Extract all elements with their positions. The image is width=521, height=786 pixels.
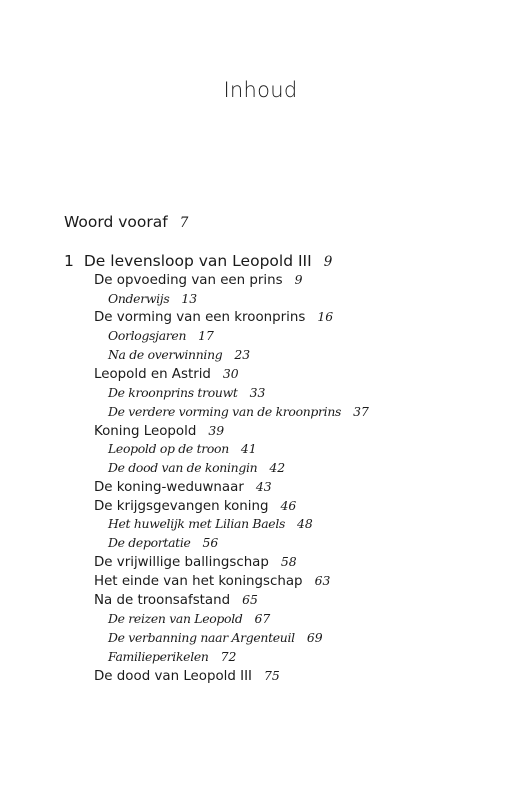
- toc-entry-label: De dood van Leopold III: [94, 669, 252, 684]
- toc-subsection: [108, 516, 313, 531]
- toc-entry-page: 67: [254, 611, 271, 626]
- toc-entry-page: 43: [255, 479, 272, 494]
- toc-entry-page: 23: [234, 347, 251, 362]
- toc-entry-label: Oorlogsjaren: [108, 328, 187, 343]
- toc-section: [94, 309, 333, 325]
- toc-entry-label: De verdere vorming van de kroonprins: [108, 404, 342, 419]
- toc-subsection: [108, 649, 236, 664]
- toc-entry-label: Na de troonsafstand: [94, 593, 231, 608]
- toc-entry-label: De levensloop van Leopold III: [83, 252, 312, 270]
- toc-subsection: [108, 328, 214, 343]
- toc-section: [94, 554, 297, 570]
- page-title: Inhoud: [223, 78, 298, 102]
- toc-subsection: [108, 460, 285, 475]
- toc-entry-page: 7: [179, 215, 189, 231]
- toc-section: [94, 573, 330, 589]
- toc-entry-label: De verbanning naar Argenteuil: [108, 630, 295, 645]
- toc-subsection: [108, 441, 257, 456]
- toc-entry-page: 58: [280, 554, 297, 569]
- toc-entry-label: Het huwelijk met Lilian Baels: [108, 516, 286, 531]
- toc-entry-page: 75: [264, 668, 280, 683]
- toc-section: [94, 479, 272, 495]
- toc-entry-page: 63: [314, 573, 331, 588]
- toc-entry-page: 39: [208, 423, 225, 438]
- toc-entry-label: De vrijwillige ballingschap: [94, 555, 269, 570]
- toc-entry-page: 17: [198, 328, 214, 343]
- toc-entry-label: De krijgsgevangen koning: [94, 499, 269, 514]
- toc-subsection: [108, 385, 265, 400]
- toc-entry-label: De koning-weduwnaar: [94, 480, 244, 495]
- toc-entry-label: Na de overwinning: [108, 347, 223, 362]
- toc-entry-label: Het einde van het koningschap: [94, 574, 303, 589]
- toc-section: [94, 592, 258, 608]
- toc-entry-page: 13: [181, 291, 198, 306]
- toc-entry-page: 65: [242, 592, 258, 607]
- toc-entry-page: 42: [269, 460, 286, 475]
- toc-entry-label: Familieperikelen: [108, 649, 209, 664]
- toc-entry-label: Leopold en Astrid: [94, 367, 211, 382]
- toc-subsection: [108, 611, 270, 626]
- toc-section: [94, 498, 296, 514]
- toc-entry-page: 16: [317, 309, 334, 324]
- toc-entry-page: 37: [353, 404, 369, 419]
- toc-chapter-1: [64, 252, 332, 270]
- toc-entry-label: De vorming van een kroonprins: [94, 310, 306, 325]
- toc-entry-label: Leopold op de troon: [108, 441, 229, 456]
- toc-subsection: [108, 347, 250, 362]
- toc-entry-foreword: [64, 213, 188, 231]
- toc-entry-label: Woord vooraf: [64, 213, 168, 231]
- toc-entry-page: 41: [240, 441, 257, 456]
- toc-subsection: [108, 291, 197, 306]
- toc-subsection: [108, 630, 323, 645]
- toc-entry-label: De deportatie: [108, 535, 191, 550]
- toc-entry-label: De reizen van Leopold: [108, 611, 243, 626]
- toc-entry-page: 72: [220, 649, 237, 664]
- toc-entry-page: 69: [306, 630, 323, 645]
- chapter-number: 1: [64, 252, 74, 270]
- toc-entry-page: 33: [249, 385, 266, 400]
- toc-entry-label: De kroonprins trouwt: [108, 385, 238, 400]
- toc-entry-label: Koning Leopold: [94, 424, 197, 439]
- toc-entry-label: De opvoeding van een prins: [94, 273, 283, 288]
- toc-section: [94, 423, 224, 439]
- toc-entry-page: 48: [297, 516, 313, 531]
- toc-entry-page: 9: [294, 272, 303, 287]
- toc-entry-label: Onderwijs: [108, 291, 170, 306]
- toc-entry-page: 9: [323, 254, 333, 270]
- toc-subsection: [108, 404, 369, 419]
- toc-subsection: [108, 535, 218, 550]
- toc-entry-page: 46: [280, 498, 297, 513]
- toc-entry-page: 56: [202, 535, 219, 550]
- toc-entry-label: De dood van de koningin: [108, 460, 258, 475]
- toc-section: [94, 668, 280, 684]
- toc-section: [94, 272, 303, 288]
- toc-section: [94, 366, 239, 382]
- toc-entry-page: 30: [222, 366, 239, 381]
